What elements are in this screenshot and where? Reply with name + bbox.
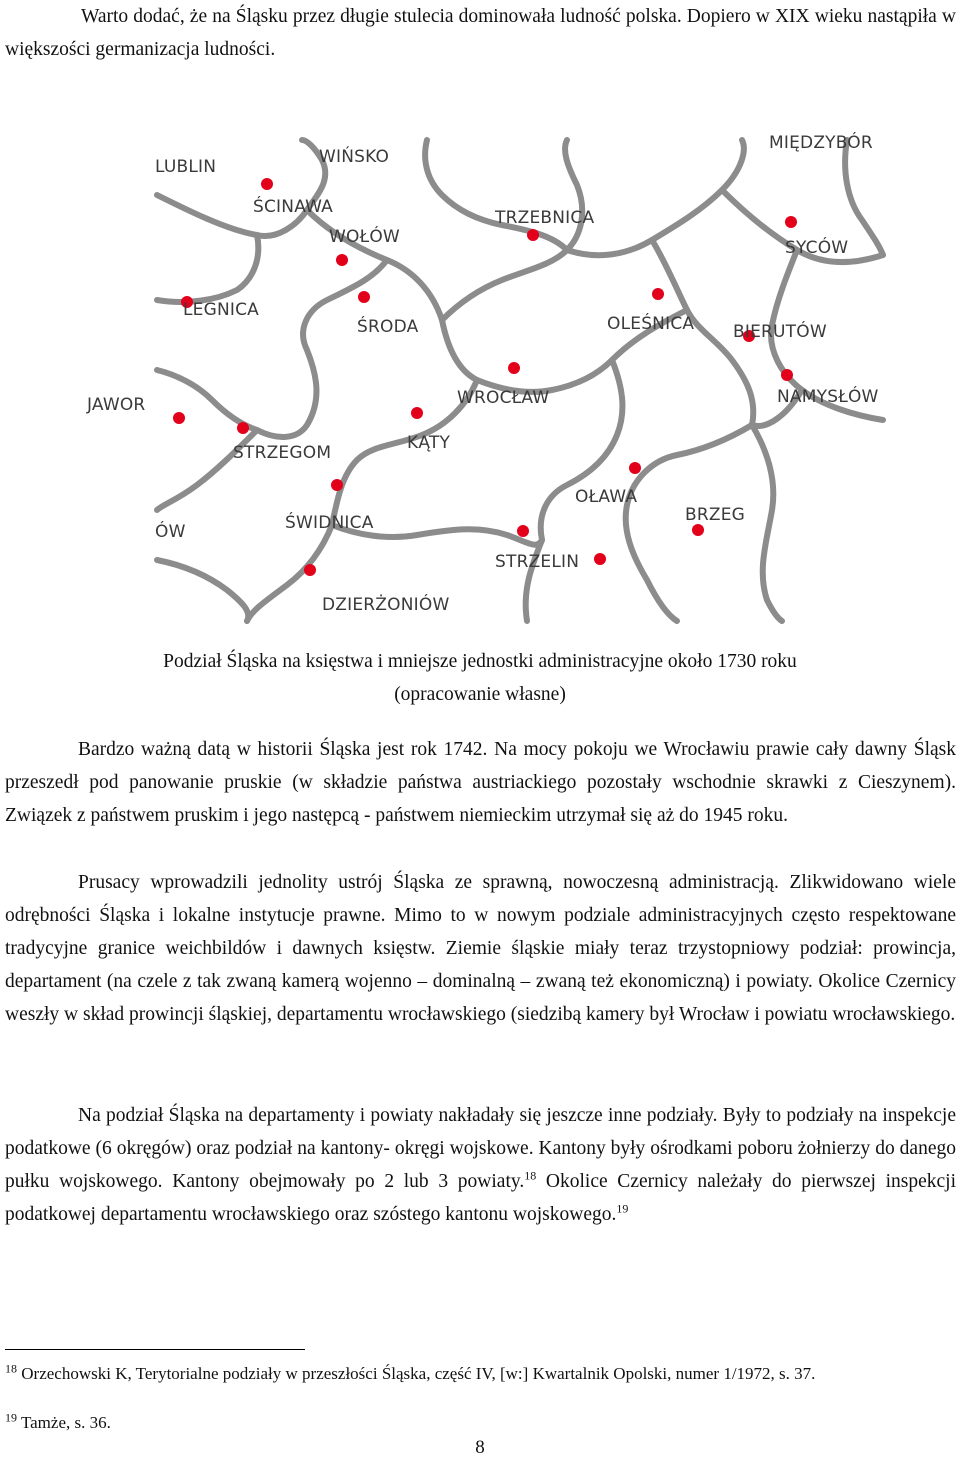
footnote-number-18: 18 <box>5 1361 17 1376</box>
label-wolow: WOŁÓW <box>329 227 400 247</box>
footnote-divider <box>5 1349 305 1350</box>
footnote-18 <box>5 1362 956 1386</box>
label-brzeg: BRZEG <box>685 505 746 525</box>
label-strzegom: STRZEGOM <box>233 443 332 463</box>
footnote-number-19: 19 <box>5 1410 17 1425</box>
label-sroda: ŚRODA <box>357 317 419 337</box>
label-winsko: WIŃSKO <box>319 147 390 167</box>
label-ow: ÓW <box>155 522 186 542</box>
footnote-ref-19[interactable]: 19 <box>616 1201 629 1216</box>
label-dzierzoniow: DZIERŻONIÓW <box>322 595 450 615</box>
footnote-19 <box>5 1411 956 1435</box>
page-number: 8 <box>475 1437 485 1458</box>
label-olawa: OŁAWA <box>575 487 638 507</box>
body-paragraph-2: Prusacy wprowadzili jednolity ustrój Śląska ze sprawną, nowoczesną administracją. Zlikwidowano wiele odrębności Śląska i lokalne instytucje prawne. Mimo to w nowym podziale administracyjnych często respektowane tradycyjne granice weichbildów i dawnych księstw. Ziemie śląskie miały teraz trzystopniowy podział: prowincja, departament (na czele z tak zwaną kamerą wojenno – dominalną – zwaną też ekonomiczną) i powiaty. Okolice Czernicy weszły w skład prowincji śląskiej, departamentu wrocławskiego (siedzibą kamery był Wrocław i powiatu wrocławskiego. <box>5 872 956 1025</box>
label-trzebnica: TRZEBNICA <box>495 208 595 228</box>
label-lublin: LUBLIN <box>155 157 217 177</box>
label-legnica: LEGNICA <box>183 300 260 320</box>
body-paragraph-3-part1: Na podział Śląska na departamenty i powiaty nakładały się jeszcze inne podziały. Były to podziały na inspekcje podatkowe (6 okręgów) oraz podział na kantony- okręgi wojskowe. Kantony były ośrodkami poboru żołnierzy do danego pułku wojskowego. Kantony obejmowały po 2 lub 3 powiaty. <box>5 1105 956 1192</box>
map-caption-line2: (opracowanie własne) <box>394 684 566 705</box>
label-wroclaw: WROCŁAW <box>457 388 550 408</box>
footnote-ref-18[interactable]: 18 <box>524 1168 537 1183</box>
silesia-map <box>87 133 883 621</box>
label-jawor: JAWOR <box>87 395 146 415</box>
body-paragraph-3-part2: Okolice Czernicy należały do pierwszej inspekcji podatkowej departamentu wrocławskiego oraz szóstego kantonu wojskowego. <box>5 1171 956 1225</box>
label-strzelin: STRZELIN <box>495 552 580 572</box>
label-olesnica: OLEŚNICA <box>607 314 695 334</box>
label-bierutow: BIERUTÓW <box>733 322 827 342</box>
label-namyslow: NAMYSŁÓW <box>777 387 879 407</box>
label-scinawa: ŚCINAWA <box>253 197 334 217</box>
map-caption-line1: Podział Śląska na księstwa i mniejsze jednostki administracyjne około 1730 roku <box>163 651 797 672</box>
intro-paragraph: Warto dodać, że na Śląsku przez długie stulecia dominowała ludność polska. Dopiero w XIX wieku nastąpiła w większości germanizacja ludności. <box>5 6 956 60</box>
body-paragraph-3 <box>5 1099 956 1231</box>
body-paragraph-1: Bardzo ważną datą w historii Śląska jest rok 1742. Na mocy pokoju we Wrocławiu prawie cały dawny Śląsk przeszedł pod panowanie pruskie (w składzie państwa austriackiego pozostały wschodnie skrawki z Cieszynem). Związek z państwem pruskim i jego następcą - państwem niemieckim utrzymał się aż do 1945 roku. <box>5 739 956 826</box>
footnote-text-19: Tamże, s. 36. <box>17 1413 111 1432</box>
label-miedzybor: MIĘDZYBÓR <box>769 133 873 153</box>
label-swidnica: ŚWIDNICA <box>285 513 374 533</box>
label-sycow: SYCÓW <box>785 238 849 258</box>
label-katy: KĄTY <box>407 433 451 453</box>
footnote-text-18: Orzechowski K, Terytorialne podziały w przeszłości Śląska, część IV, [w:] Kwartalnik Opolski, numer 1/1972, s. 37. <box>17 1364 816 1383</box>
